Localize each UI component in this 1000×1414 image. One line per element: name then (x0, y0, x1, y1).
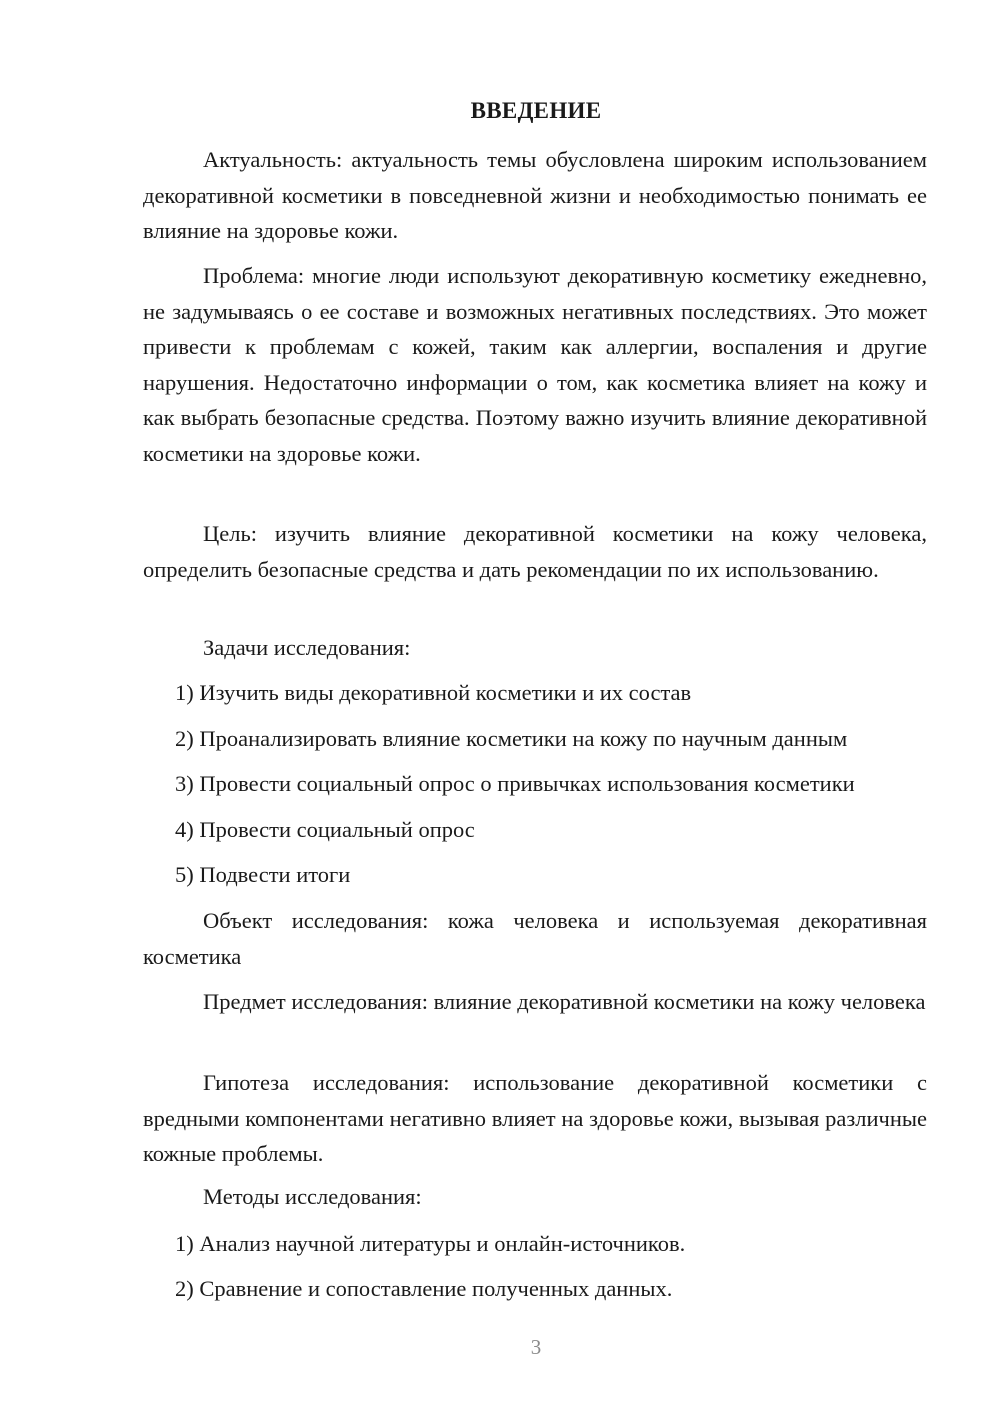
page-title: ВВЕДЕНИЕ (470, 98, 602, 123)
methods-heading: Методы исследования: (203, 1184, 422, 1209)
task-item-2: 2) Проанализировать влияние косметики на кожу по научным данным (175, 726, 848, 751)
task-item-1: 1) Изучить виды декоративной косметики и их состав (175, 680, 692, 705)
paragraph-problem: Проблема: многие люди используют декоративную косметику ежедневно, не задумываясь о ее составе и возможных негативных последствиях. Это может привести к проблемам с кожей, таким как аллергии, воспаления и другие нарушения. Недостаточно информации о том, как косметика влияет на кожу и как выбрать безопасные средства. Поэтому важно изучить влияние декоративной косметики на здоровье кожи. (143, 263, 927, 466)
tasks-heading: Задачи исследования: (203, 635, 411, 660)
paragraph-hypothesis: Гипотеза исследования: использование декоративной косметики с вредными компонентами негативно влияет на здоровье кожи, вызывая различные кожные проблемы. (143, 1070, 927, 1166)
paragraph-relevance: Актуальность: актуальность темы обусловлена широким использованием декоративной косметики в повседневной жизни и необходимостью понимать ее влияние на здоровье кожи. (143, 147, 927, 243)
method-item-2: 2) Сравнение и сопоставление полученных данных. (175, 1276, 673, 1301)
page-number: 3 (530, 1335, 542, 1359)
task-item-5: 5) Подвести итоги (175, 862, 351, 887)
paragraph-goal: Цель: изучить влияние декоративной косметики на кожу человека, определить безопасные средства и дать рекомендации по их использованию. (143, 521, 927, 582)
task-item-3: 3) Провести социальный опрос о привычках использования косметики (175, 771, 855, 796)
paragraph-subject: Предмет исследования: влияние декоративной косметики на кожу человека (203, 989, 926, 1014)
method-item-1: 1) Анализ научной литературы и онлайн-источников. (175, 1231, 686, 1256)
paragraph-object: Объект исследования: кожа человека и используемая декоративная косметика (143, 908, 927, 969)
task-item-4: 4) Провести социальный опрос (175, 817, 475, 842)
